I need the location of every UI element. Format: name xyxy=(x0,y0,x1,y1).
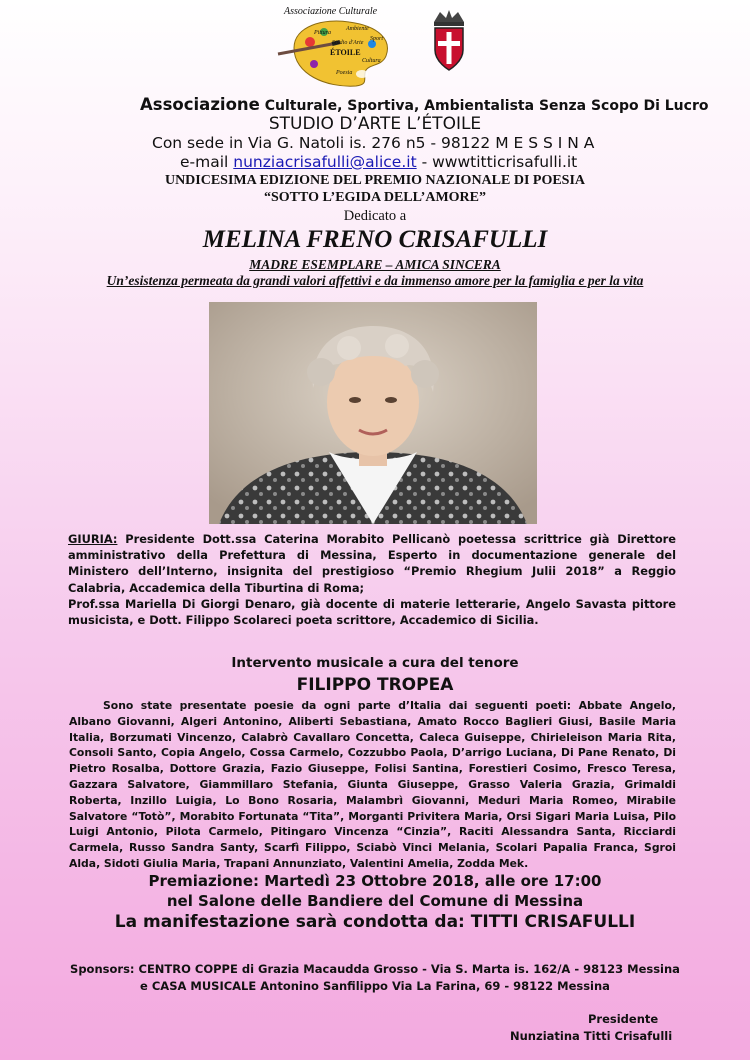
sponsors-line: Sponsors: CENTRO COPPE di Grazia Macaudda Grosso - Via S. Marta is. 162/A - 98123 Messina xyxy=(70,962,680,976)
logo-word: Pittura xyxy=(314,30,332,36)
logo-word: Sport xyxy=(370,36,384,42)
website: - wwwtitticrisafulli.it xyxy=(416,153,578,171)
honoree-name: MELINA FRENO CRISAFULLI xyxy=(202,226,548,253)
signature-title: Presidente xyxy=(588,1012,659,1026)
association-line xyxy=(140,95,708,114)
honoree-description: Un’esistenza permeata da grandi valori affettivi e da immenso amore per la famiglia e per la vita xyxy=(106,273,644,288)
dedication-label: Dedicato a xyxy=(343,208,407,224)
host-line: La manifestazione sarà condotta da: TITTI CRISAFULLI xyxy=(114,912,636,932)
honoree-tagline: MADRE ESEMPLARE – AMICA SINCERA xyxy=(249,257,501,272)
logo-word: ÉTOILE xyxy=(330,48,361,57)
address: Con sede in Via G. Natoli is. 276 n5 - 98122 M E S S I N A xyxy=(152,134,595,152)
email-link[interactable]: nunziacrisafulli@alice.it xyxy=(233,153,417,171)
logo-word: Ambiente xyxy=(346,26,369,32)
palette-logo-icon xyxy=(274,8,400,88)
poets-list xyxy=(69,698,676,872)
email-prefix: e-mail xyxy=(180,153,234,171)
logo-header: Associazione Culturale xyxy=(284,6,378,17)
jury-label: GIURIA: xyxy=(68,532,118,546)
prize-motto: “SOTTO L’EGIDA DELL’AMORE” xyxy=(264,190,486,205)
jury-section xyxy=(68,531,676,628)
edition-title: UNDICESIMA EDIZIONE DEL PREMIO NAZIONALE DI POESIA xyxy=(164,173,586,188)
association-label: Associazione xyxy=(140,95,260,114)
portrait-photo xyxy=(209,302,537,524)
city-coat-of-arms-icon xyxy=(428,8,470,72)
association-description: Culturale, Sportiva, Ambientalista Senza Scopo Di Lucro xyxy=(259,98,709,114)
contact-line xyxy=(180,153,577,171)
poets-text: Sono state presentate poesie da ogni parte d’Italia dai seguenti poeti: Abbate Angelo, Albano Giovanni, Algeri Antonino, Aliberti Sebastiana, Amato Rocco Baglieri Giusi, Basile Maria Italia, Borzumati Vincenzo, Calabrò Cavallaro Concetta, Caleca Guiseppe, Chirieleison Maria Rita, Consoli Santo, Copia Angelo, Cossa Carmelo, Cozzubbo Paola, D’arrigo Luciana, Di Pane Renato, Di Pietro Rosalba, Dottore Grazia, Fazio Giuseppe, Folisi Santina, Forestieri Cosimo, Fresco Teresa, Gazzara Salvatore, Giammillaro Stefania, Giunta Giuseppe, Grasso Valeria Grazia, Grimaldi Roberta, Inzillo Luigia, Lo Bono Rosaria, Malambrì Giovanni, Meduri Maria Romeo, Mirabile Salvatore “Totò”, Morabito Fortunata “Tita”, Morganti Privitera Maria, Orsi Sigari Maria Luisa, Pilo Luigi Antonio, Pilota Carmelo, Pitingaro Vincenza “Cinzia”, Raciti Alessandra Santa, Ricciardi Carmela, Russo Sandra Santy, Scarfì Filippo, Sciabò Vinci Melania, Scolari Papalia Franca, Sgroi Alda, Sidoti Giulia Maria, Trapani Annunziato, Valentini Amelia, Zodda Mek. xyxy=(69,699,676,870)
logo-word: Poesia xyxy=(336,70,353,76)
jury-text: Prof.ssa Mariella Di Giorgi Denaro, già docente di materie letterarie, Angelo Savasta pittore musicista, e Dott. Filippo Scolareci poeta scrittore, Accademico di Sicilia. xyxy=(68,596,676,628)
logo-word: Cultura xyxy=(362,58,381,64)
jury-paragraph xyxy=(68,531,676,596)
tenor-name: FILIPPO TROPEA xyxy=(296,675,454,695)
logo-word: Studio d'Arte xyxy=(332,40,364,46)
jury-paragraph xyxy=(68,596,676,628)
award-ceremony: Premiazione: Martedì 23 Ottobre 2018, alle ore 17:00 xyxy=(148,872,602,890)
signature-name: Nunziatina Titti Crisafulli xyxy=(510,1029,673,1043)
studio-name: STUDIO D’ARTE L’ÉTOILE xyxy=(268,114,482,134)
venue: nel Salone delle Bandiere del Comune di Messina xyxy=(166,892,584,910)
sponsors-line: e CASA MUSICALE Antonino Sanfilippo Via La Farina, 69 - 98122 Messina xyxy=(140,979,610,993)
jury-text: Presidente Dott.ssa Caterina Morabito Pellicanò poetessa scrittrice già Direttore amministrativo della Prefettura di Messina, Esperto in documentazione generale del Ministero dell’Interno, insignita del prestigioso “Premio Rhegium Julii 2018” a Reggio Calabria, Accademica della Tiburtina di Roma; xyxy=(68,532,676,595)
music-intro: Intervento musicale a cura del tenore xyxy=(231,655,519,671)
